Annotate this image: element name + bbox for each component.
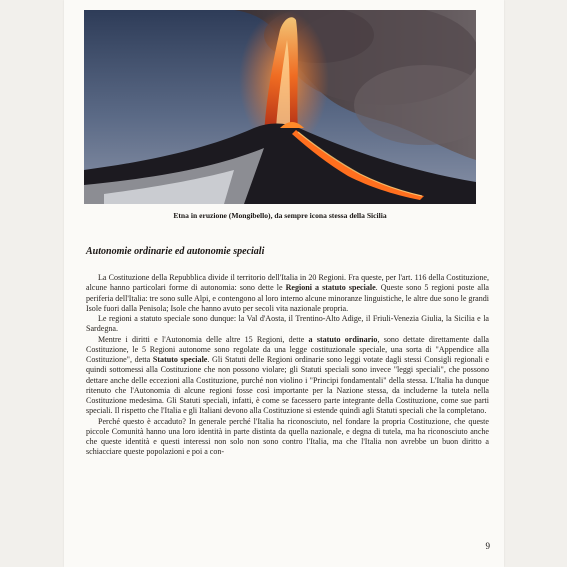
paragraph <box>86 417 489 458</box>
page-number: 9 <box>485 541 490 551</box>
bold-term: a statuto ordinario <box>308 334 378 344</box>
section-heading: Autonomie ordinarie ed autonomie speciali <box>86 246 265 257</box>
text-run: Le regioni a statuto speciale sono dunque: la Val d'Aosta, il Trentino-Alto Adige, il Friuli-Venezia Giulia, la Sicilia e la Sardegna. <box>86 314 489 334</box>
text-run: Mentre i diritti e l'Autonomia delle altre 15 Regioni, dette <box>98 334 309 344</box>
paragraph <box>86 273 489 314</box>
text-run: Perché questo è accaduto? In generale perché l'Italia ha riconosciuto, nel fondare la propria Costituzione, che queste piccole Comunità hanno una loro identità in parte distinta da quella nazionale, e degna di tutela, ma ha riconosciuto anche che queste identità e questi interessi non solo non sono contro l'Italia, ma che l'Italia non avrebbe un buon diritto a schiacciare queste popolazioni e poi a con- <box>86 416 489 457</box>
text-run: . Gli Statuti delle Regioni ordinarie sono leggi votate dagli stessi Consigli regionali e quindi sottomessi alla Costituzione che non possono violare; gli Statuti speciali sono invece "leggi speciali", che possono dettare anche delle eccezioni alla Costituzione, purché non violino i "Principi fondamentali" della stessa. L'Italia ha dunque ritenuto che l'Autonomia di alcune regioni fosse così importante per la Nazione stessa, da includerne la tutela nella Costituzione medesima. Gli Statuti speciali, infatti, è come se facessero parte integrante della Costituzione, come sue parti speciali. Il rispetto che l'Italia e gli Italiani devono alla Costituzione si estende quindi agli Statuti speciali che la completano. <box>86 355 490 416</box>
body-text <box>86 273 489 458</box>
photo-caption: Etna in eruzione (Mongibello), da sempre icona stessa della Sicilia <box>173 211 387 220</box>
bold-term: Regioni a statuto speciale <box>285 283 376 293</box>
text-run: , sono dettate direttamente dalla Costituzione, le 5 Regioni autonome sono regolate da una legge costituzionale speciale, una sorta di "Appendice alla Costituzione", detta <box>86 334 489 364</box>
etna-eruption-photo <box>84 10 476 204</box>
book-page <box>64 0 504 567</box>
bold-term: Statuto speciale <box>152 355 208 364</box>
paragraph <box>86 314 489 335</box>
text-run: . Queste sono 5 regioni poste alla periferia dell'Italia: tre sono sulle Alpi, e contengono al loro interno alcune minoranze linguistiche, le altre due sono le grandi Isole fuori dalla Penisola; Isole che hanno avuto per secoli vita nazionale propria. <box>86 283 489 313</box>
text-run: La Costituzione della Repubblica divide il territorio dell'Italia in 20 Regioni. Fra queste, per l'art. 116 della Costituzione, alcune hanno particolari forme di autonomia: sono dette le <box>86 273 489 293</box>
paragraph <box>86 335 489 417</box>
